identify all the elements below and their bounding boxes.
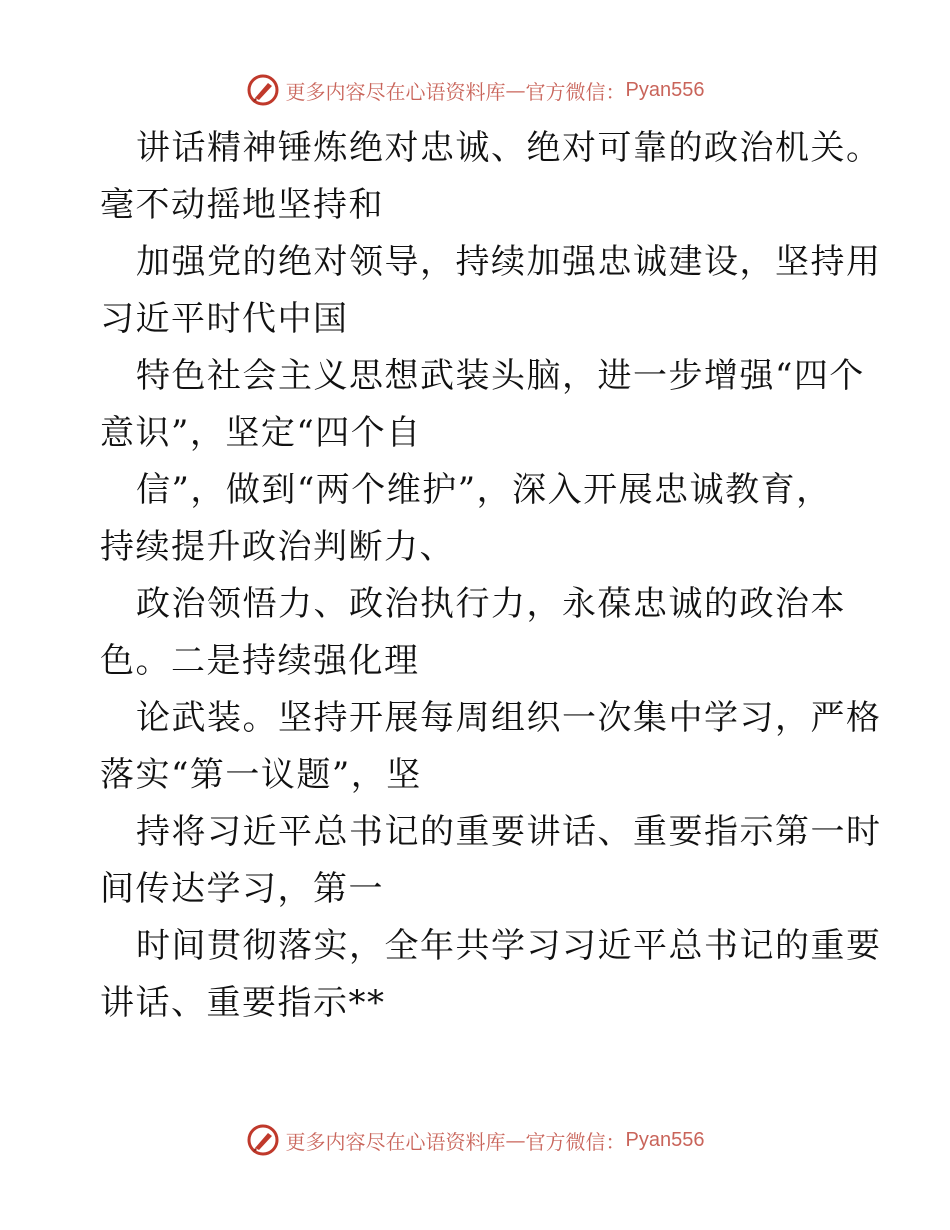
text-line: 持将习近平总书记的重要讲话、重要指示第一时 [136,812,882,852]
text-line: 加强党的绝对领导，持续加强忠诚建设，坚持用 [136,242,882,282]
text-line: 讲话、重要指示** [100,983,386,1023]
header-site-text: 更多内容尽在心语资料库 [285,79,506,104]
pen-logo-icon [246,73,280,107]
footer-wechat-label: 官方微信： [525,1129,626,1154]
header-wechat-label: 官方微信： [525,79,626,104]
text-line: 间传达学习，第一 [100,869,384,909]
text-line: 信”，做到“两个维护”，深入开展忠诚教育， [136,470,832,510]
header-separator: — [505,78,526,102]
text-line: 落实“第一议题”，坚 [100,755,422,795]
footer-separator: — [505,1128,526,1152]
text-line: 色。二是持续强化理 [100,641,420,681]
text-line: 政治领悟力、政治执行力，永葆忠诚的政治本 [136,584,846,624]
pen-logo-icon [246,1123,280,1157]
footer-banner [0,1120,950,1160]
text-line: 论武装。坚持开展每周组织一次集中学习，严格 [136,698,882,738]
text-line: 习近平时代中国 [100,299,349,339]
header-wechat-id: Pyan556 [625,78,705,101]
body-text [100,120,882,1032]
text-line: 持续提升政治判断力、 [100,527,455,567]
text-line: 毫不动摇地坚持和 [100,185,384,225]
footer-wechat-id: Pyan556 [625,1128,705,1151]
footer-site-text: 更多内容尽在心语资料库 [285,1129,506,1154]
text-line: 特色社会主义思想武装头脑，进一步增强“四个 [136,356,865,396]
text-line: 时间贯彻落实，全年共学习习近平总书记的重要 [136,926,882,966]
text-line: 意识”，坚定“四个自 [100,413,422,453]
header-banner [0,70,950,110]
text-line: 讲话精神锤炼绝对忠诚、绝对可靠的政治机关。 [136,128,882,168]
